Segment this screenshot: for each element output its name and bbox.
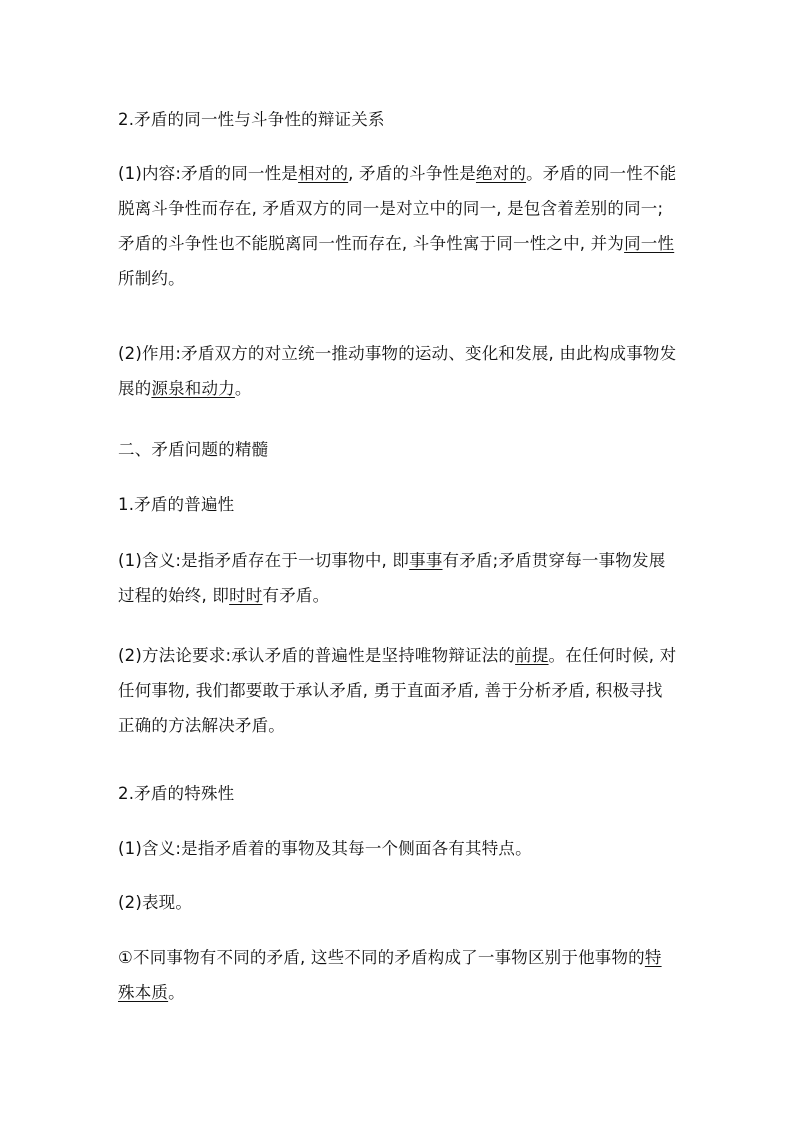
underlined-term: 源泉和动力: [151, 379, 235, 398]
paragraph-universality-meaning: (1)含义:是指矛盾存在于一切事物中, 即事事有矛盾;矛盾贯穿每一事物发展过程的始终, 即时时有矛盾。: [118, 551, 666, 605]
paragraph-methodology: (2)方法论要求:承认矛盾的普遍性是坚持唯物辩证法的前提。在任何时候, 对任何事物, 我们都要敢于承认矛盾, 勇于直面矛盾, 善于分析矛盾, 积极寻找正确的方法解决矛盾。: [118, 646, 677, 735]
underlined-term: 同一性: [624, 234, 675, 253]
paragraph-content: (1)内容:矛盾的同一性是相对的, 矛盾的斗争性是绝对的。矛盾的同一性不能脱离斗争性而存在, 矛盾双方的同一是对立中的同一, 是包含着差别的同一;矛盾的斗争性也不能脱离同一性而存在, 斗争性寓于同一性之中, 并为同一性所制约。: [118, 164, 677, 288]
section-heading-identity-struggle: 2.矛盾的同一性与斗争性的辩证关系: [118, 110, 385, 129]
underlined-term: 绝对的: [475, 164, 527, 183]
section-heading-essence: 二、矛盾问题的精髓: [118, 440, 269, 459]
paragraph-function: (2)作用:矛盾双方的对立统一推动事物的运动、变化和发展, 由此构成事物发展的源泉和动力。: [118, 344, 677, 398]
paragraph-particularity-meaning: (1)含义:是指矛盾着的事物及其每一个侧面各有其特点。: [118, 839, 532, 858]
underlined-term: 相对的: [298, 164, 349, 183]
underlined-term: 事事: [409, 551, 443, 570]
underlined-term: 前提: [515, 646, 549, 665]
paragraph-manifestation: (2)表现。: [118, 893, 193, 912]
section-heading-universality: 1.矛盾的普遍性: [118, 495, 235, 514]
section-heading-particularity: 2.矛盾的特殊性: [118, 784, 235, 803]
underlined-term: 时时: [229, 586, 263, 605]
underlined-term: 特殊本质: [118, 948, 662, 1002]
paragraph-different-contradictions: ①不同事物有不同的矛盾, 这些不同的矛盾构成了一事物区别于他事物的特殊本质。: [118, 948, 662, 1002]
